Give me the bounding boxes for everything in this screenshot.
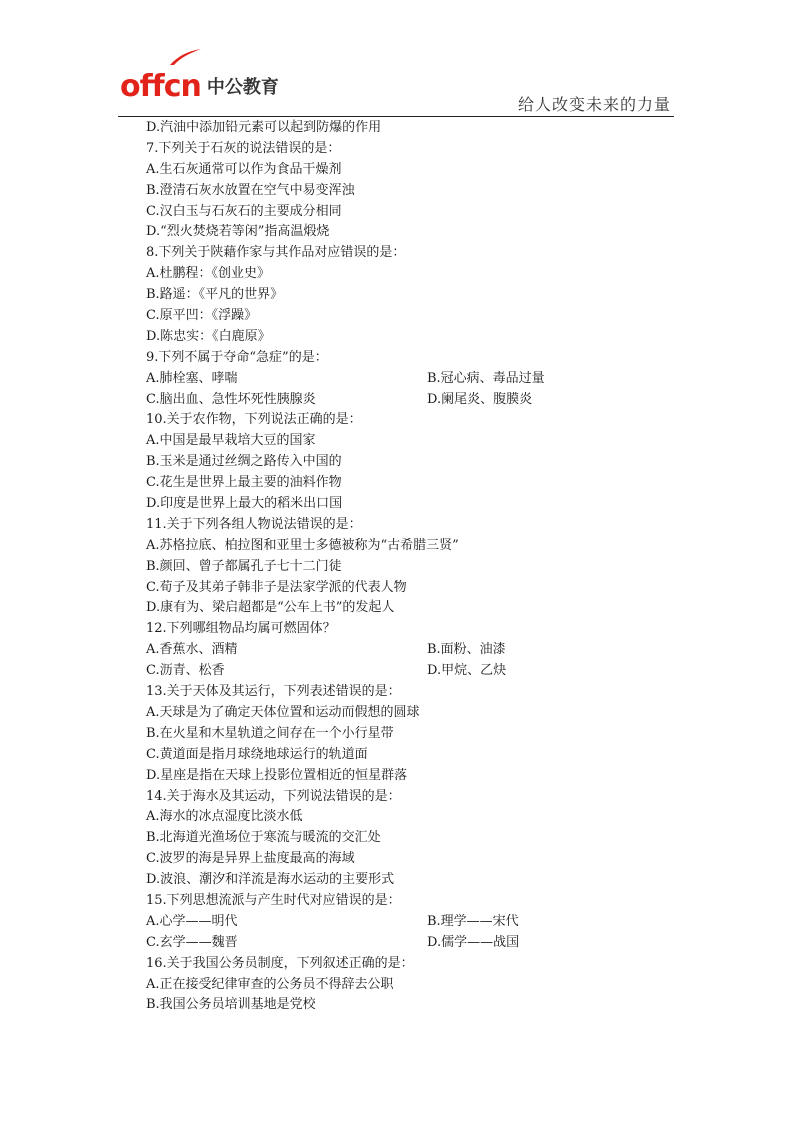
option-right: B.面粉、油漆 bbox=[427, 642, 506, 658]
option-row bbox=[146, 661, 686, 682]
option-line: C.花生是世界上最主要的油料作物 bbox=[146, 475, 342, 491]
option-left: C.玄学——魏晋 bbox=[146, 934, 238, 950]
option-line: B.北海道光渔场位于寒流与暖流的交汇处 bbox=[146, 830, 381, 846]
question-stem: 14.关于海水及其运动，下列说法错误的是： bbox=[146, 788, 401, 804]
question-stem: 12.下列哪组物品均属可燃固体？ bbox=[146, 621, 336, 637]
question-content bbox=[146, 118, 686, 1016]
question-stem: 10.关于农作物，下列说法正确的是： bbox=[146, 412, 362, 428]
option-line: A.杜鹏程：《创业史》 bbox=[146, 266, 271, 282]
option-right: D.阑尾炎、腹膜炎 bbox=[427, 391, 533, 407]
option-row bbox=[146, 369, 686, 390]
option-right: D.儒学——战国 bbox=[427, 934, 520, 950]
option-row bbox=[146, 640, 686, 661]
option-line: C.荀子及其弟子韩非子是法家学派的代表人物 bbox=[146, 579, 407, 595]
option-line: A.海水的冰点湿度比淡水低 bbox=[146, 809, 303, 825]
option-line: D.陈忠实：《白鹿原》 bbox=[146, 328, 271, 344]
slogan: 给人改变未来的力量 bbox=[517, 95, 671, 114]
option-row bbox=[146, 912, 686, 933]
option-line: D.汽油中添加铅元素可以起到防爆的作用 bbox=[146, 120, 382, 135]
option-line: A.生石灰通常可以作为食品干燥剂 bbox=[146, 161, 342, 177]
option-left: C.脑出血、急性坏死性胰腺炎 bbox=[146, 391, 316, 407]
logo-chinese-text: 中公教育 bbox=[206, 77, 279, 98]
option-line: C.原平凹：《浮躁》 bbox=[146, 308, 258, 324]
option-line: B.颜回、曾子都属孔子七十二门徒 bbox=[146, 558, 342, 574]
option-line: D.波浪、潮汐和洋流是海水运动的主要形式 bbox=[146, 872, 395, 888]
option-row bbox=[146, 933, 686, 954]
question-stem: 16.关于我国公务员制度，下列叙述正确的是： bbox=[146, 955, 414, 971]
option-line: B.在火星和木星轨道之间存在一个小行星带 bbox=[146, 725, 394, 741]
option-line: A.中国是最早栽培大豆的国家 bbox=[146, 433, 316, 449]
option-line: A.天球是为了确定天体位置和运动而假想的圆球 bbox=[146, 704, 420, 720]
page-header bbox=[0, 0, 793, 120]
option-left: A.肺栓塞、哮喘 bbox=[146, 370, 238, 386]
option-line: C.汉白玉与石灰石的主要成分相同 bbox=[146, 203, 342, 219]
question-stem: 8.下列关于陕藉作家与其作品对应错误的是： bbox=[146, 245, 406, 261]
header-divider bbox=[118, 116, 674, 117]
option-line: B.我国公务员培训基地是党校 bbox=[146, 997, 316, 1013]
question-stem: 15.下列思想流派与产生时代对应错误的是： bbox=[146, 892, 401, 908]
question-stem: 9.下列不属于夺命“急症”的是： bbox=[146, 349, 328, 365]
question-stem: 13.关于天体及其运行，下列表述错误的是： bbox=[146, 684, 401, 700]
option-line: B.玉米是通过丝绸之路传入中国的 bbox=[146, 454, 342, 470]
option-left: A.心学——明代 bbox=[146, 913, 238, 929]
option-line: B.澄清石灰水放置在空气中易变浑浊 bbox=[146, 182, 355, 198]
question-stem: 7.下列关于石灰的说法错误的是： bbox=[146, 140, 341, 156]
option-right: B.冠心病、毒品过量 bbox=[427, 370, 545, 386]
option-line: D.印度是世界上最大的稻米出口国 bbox=[146, 496, 343, 512]
option-line: D.康有为、梁启超都是“公车上书”的发起人 bbox=[146, 600, 395, 616]
option-line: A.苏格拉底、柏拉图和亚里士多德被称为“古希腊三贤” bbox=[146, 537, 459, 553]
logo-swoosh-icon bbox=[168, 48, 202, 66]
option-line: D.“烈火焚烧若等闲”指高温煅烧 bbox=[146, 224, 330, 240]
option-right: B.理学——宋代 bbox=[427, 913, 519, 929]
option-line: A.正在接受纪律审查的公务员不得辞去公职 bbox=[146, 976, 394, 992]
option-line: C.黄道面是指月球绕地球运行的轨道面 bbox=[146, 746, 368, 762]
logo-latin-text: offcn bbox=[120, 69, 201, 104]
option-line: B.路遥：《平凡的世界》 bbox=[146, 287, 284, 303]
option-row bbox=[146, 390, 686, 411]
option-right: D.甲烷、乙炔 bbox=[427, 663, 507, 679]
option-line: D.星座是指在天球上投影位置相近的恒星群落 bbox=[146, 767, 408, 783]
option-line: C.波罗的海是异界上盐度最高的海域 bbox=[146, 851, 355, 867]
offcn-logo bbox=[120, 62, 279, 102]
question-stem: 11.关于下列各组人物说法错误的是： bbox=[146, 516, 362, 532]
option-left: C.沥青、松香 bbox=[146, 663, 225, 679]
option-left: A.香蕉水、酒精 bbox=[146, 642, 238, 658]
